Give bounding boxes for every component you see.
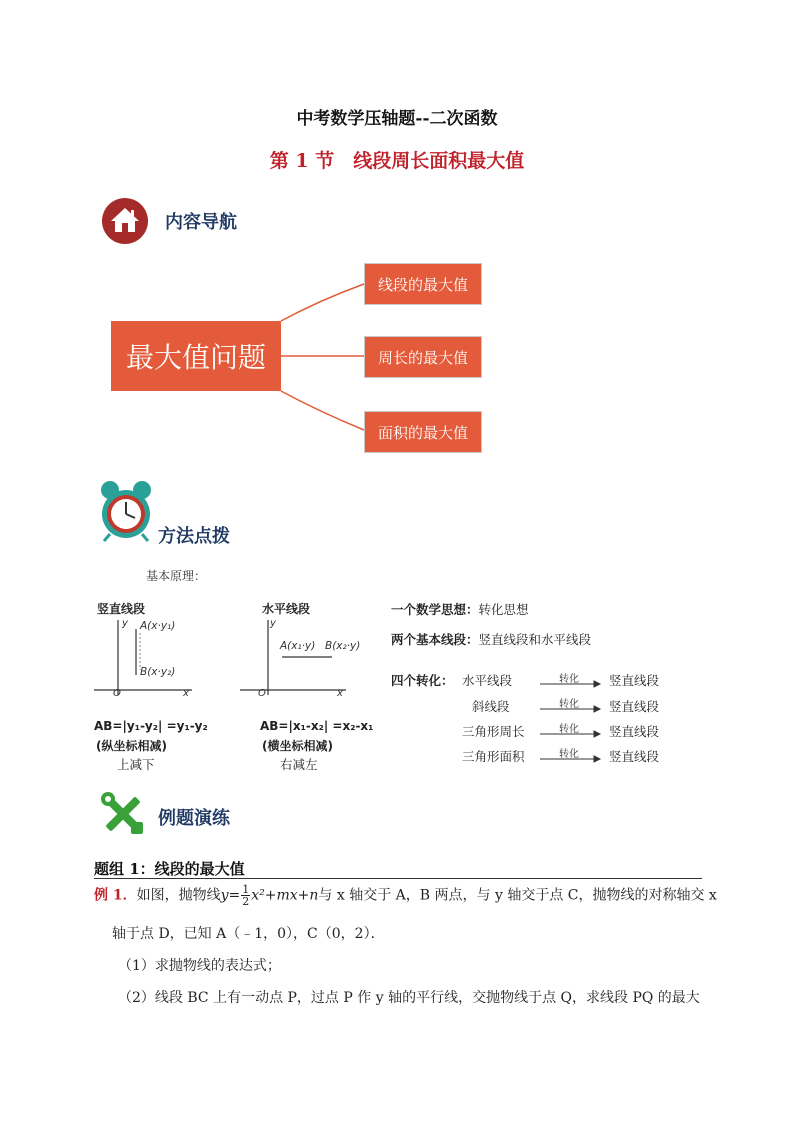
horizontal-segment-title: 水平线段	[262, 602, 311, 616]
transform-arrow-label-3: 转化	[559, 724, 579, 735]
segments-value: 竖直线段和水平线段	[478, 632, 592, 647]
fraction-numerator: 1	[242, 883, 250, 896]
example-line-2: 轴于点 D，已知 A（﹣1，0），C（0，2）．	[112, 926, 385, 942]
transform-to-2: 竖直线段	[609, 699, 660, 714]
example-line-1-start: 如图，抛物线	[136, 887, 221, 904]
equation-y: y=	[220, 887, 241, 904]
mindmap-center: 最大值问题	[111, 321, 281, 391]
transform-to-3: 竖直线段	[609, 724, 660, 739]
vertical-axis-y: y	[122, 618, 128, 629]
tools-icon	[100, 791, 146, 841]
thought-label: 一个数学思想：	[391, 602, 479, 617]
vertical-axis-x: x	[183, 688, 189, 699]
horizontal-point-b: B(x₂·y)	[325, 640, 361, 652]
transform-arrows	[536, 670, 602, 765]
example-label: 例 1．	[94, 887, 137, 904]
example-line-1-end: 与 x 轴交于 A，B 两点，与 y 轴交于点 C，抛物线的对称轴交 x	[318, 887, 717, 904]
page-subtitle: 第 1 节 线段周长面积最大值	[269, 150, 525, 172]
equation-rest: x²+mx+n	[251, 887, 319, 904]
transform-arrow-label-1: 转化	[559, 674, 579, 685]
horizontal-formula: AB=|x₁-x₂| =x₂-x₁	[260, 719, 374, 733]
horizontal-axis-y: y	[270, 618, 276, 629]
thought-line	[391, 600, 529, 618]
equation-fraction	[241, 884, 250, 907]
thought-value: 转化思想	[478, 602, 529, 617]
mindmap-branch-segment: 线段的最大值	[364, 263, 482, 305]
transform-from-1: 水平线段	[462, 673, 513, 688]
vertical-point-b: B(x·y₂)	[140, 666, 176, 678]
fraction-denominator: 2	[242, 895, 250, 908]
transform-to-4: 竖直线段	[609, 749, 660, 764]
example-line-1	[94, 884, 717, 907]
vertical-point-a: A(x·y₁)	[140, 620, 176, 632]
horizontal-origin: O	[258, 688, 266, 699]
vertical-segment-title: 竖直线段	[97, 602, 146, 616]
transform-from-3: 三角形周长	[462, 724, 525, 739]
page-title: 中考数学压轴题--二次函数	[296, 109, 498, 129]
horizontal-note: (横坐标相减)	[262, 739, 333, 753]
horizontal-rule: 右减左	[280, 757, 318, 772]
section-example-label: 例题演练	[158, 808, 230, 829]
transform-arrow-label-4: 转化	[559, 749, 579, 760]
basic-principle-label: 基本原理：	[146, 569, 207, 583]
horizontal-axis-x: x	[337, 688, 343, 699]
transform-to-1: 竖直线段	[609, 673, 660, 688]
segments-line	[391, 630, 591, 648]
mindmap-branch-area: 面积的最大值	[364, 411, 482, 453]
segments-label: 两个基本线段：	[391, 632, 479, 647]
horizontal-segment-graph	[238, 615, 348, 700]
transform-arrow-label-2: 转化	[559, 699, 579, 710]
transforms-label: 四个转化：	[391, 673, 454, 688]
example-question-1: （1）求抛物线的表达式；	[118, 958, 281, 974]
vertical-rule: 上减下	[117, 757, 155, 772]
section-nav-label: 内容导航	[165, 212, 237, 233]
vertical-note: (纵坐标相减)	[96, 739, 167, 753]
horizontal-point-a: A(x₁·y)	[280, 640, 316, 652]
transform-from-2: 斜线段	[472, 699, 510, 714]
mindmap-branch-perimeter: 周长的最大值	[364, 336, 482, 378]
example-question-2: （2）线段 BC 上有一动点 P，过点 P 作 y 轴的平行线，交抛物线于点 Q，求线段 PQ 的最大	[118, 990, 700, 1006]
vertical-formula: AB=|y₁-y₂| =y₁-y₂	[94, 719, 208, 733]
alarm-clock-icon	[98, 480, 154, 546]
group-heading-rule	[94, 878, 702, 879]
group-heading: 题组 1：线段的最大值	[94, 860, 245, 878]
transform-from-4: 三角形面积	[462, 749, 525, 764]
section-method-label: 方法点拨	[158, 526, 230, 547]
vertical-origin: O	[113, 688, 121, 699]
